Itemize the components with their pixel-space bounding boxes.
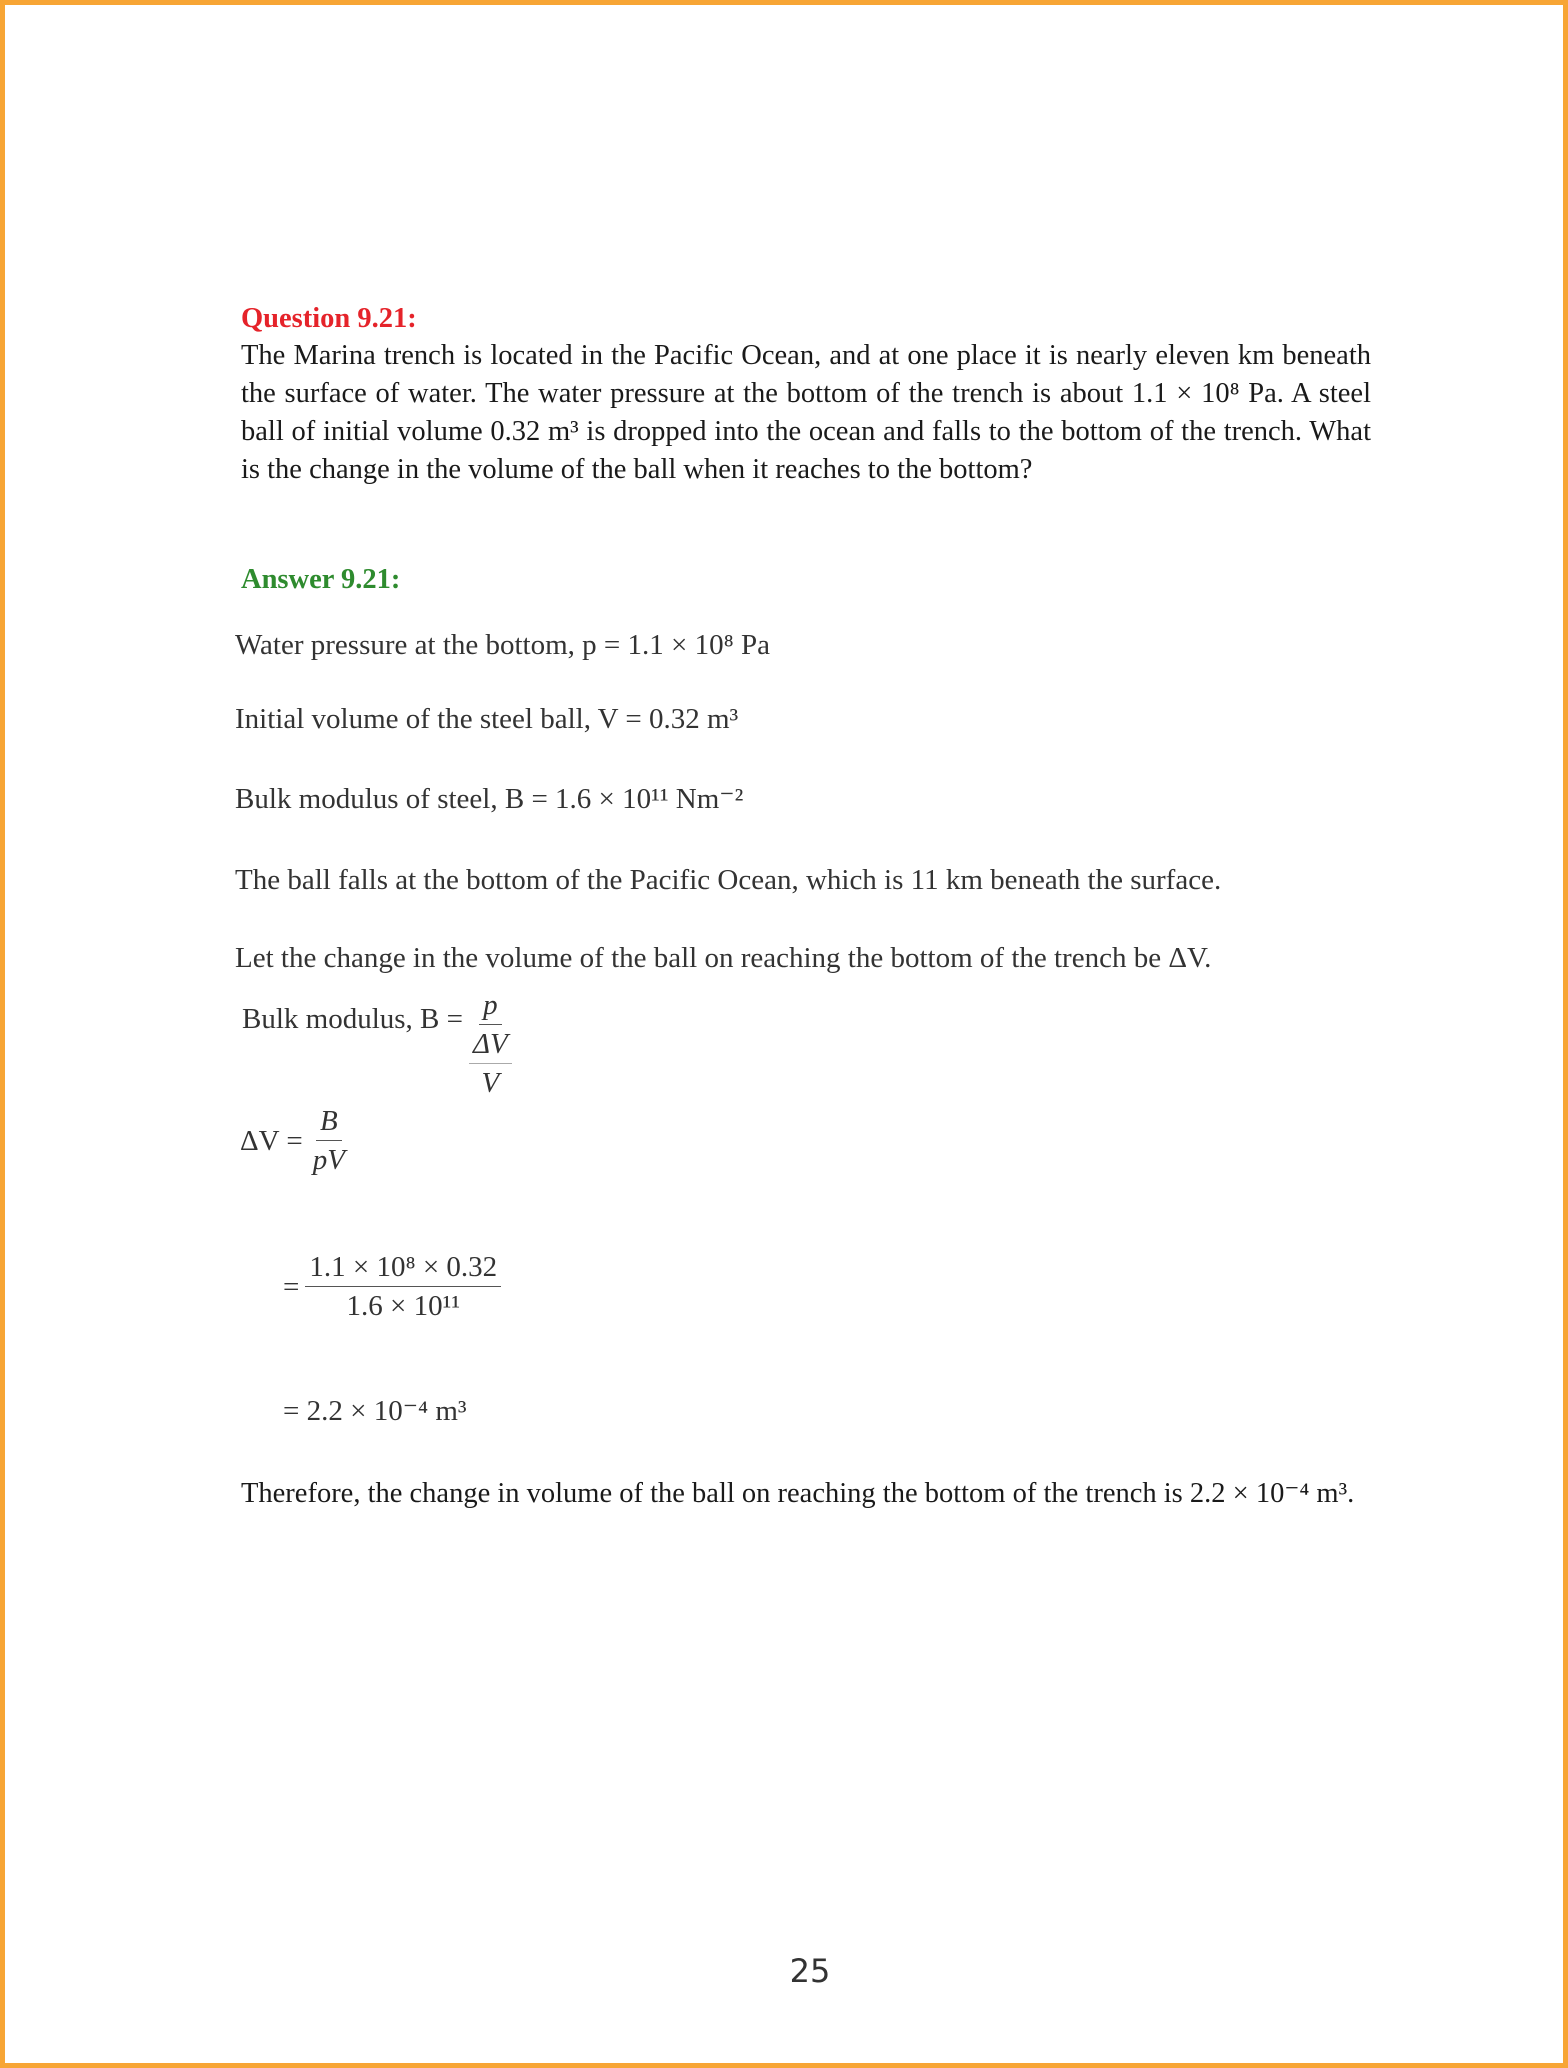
bulk-numerator: p <box>479 986 502 1025</box>
calc-numerator: 1.1 × 10⁸ × 0.32 <box>305 1248 501 1287</box>
bulk-denominator-top: ΔV <box>469 1025 512 1064</box>
conclusion: Therefore, the change in volume of the ball on reaching the bottom of the trench is 2.2 × 10⁻⁴ m³. <box>241 1478 1355 1509</box>
question-heading: Question 9.21: <box>241 303 417 334</box>
calc-denominator: 1.6 × 10¹¹ <box>346 1290 461 1322</box>
calc-fraction <box>305 1248 501 1325</box>
answer-line-bulk-modulus: Bulk modulus of steel, B = 1.6 × 10¹¹ Nm⁻² <box>235 783 744 815</box>
answer-line-change: Let the change in the volume of the ball on reaching the bottom of the trench be ΔV. <box>235 942 1212 974</box>
delta-v-fraction <box>309 1102 349 1179</box>
answer-line-volume: Initial volume of the steel ball, V = 0.32 m³ <box>235 703 739 735</box>
delta-v-formula <box>240 1102 349 1179</box>
answer-line-depth: The ball falls at the bottom of the Pacific Ocean, which is 11 km beneath the surface. <box>235 864 1222 896</box>
result: = 2.2 × 10⁻⁴ m³ <box>283 1395 467 1427</box>
answer-line-pressure: Water pressure at the bottom, p = 1.1 × 10⁸ Pa <box>235 629 770 661</box>
delta-v-label: ΔV = <box>240 1124 303 1157</box>
bulk-fraction <box>469 986 512 1102</box>
question-text: The Marina trench is located in the Pacific Ocean, and at one place it is nearly eleven km beneath the surface of water. The water pressure at the bottom of the trench is about 1.1 × 10⁸ Pa. A steel ball of initial volume 0.32 m³ is dropped into the ocean and falls to the bottom of the trench. What is the change in the volume of the ball when it reaches to the bottom? <box>241 340 1371 485</box>
delta-v-denominator: pV <box>312 1144 345 1176</box>
calculation: = $\frac{\text{1.1 × 10⁸ × 0.32}}{\text{1.6 × 10¹¹}}$ <box>283 1248 501 1325</box>
bulk-denominator-bottom: V <box>481 1067 500 1099</box>
delta-v-numerator: B <box>316 1102 342 1141</box>
answer-heading: Answer 9.21: <box>241 564 401 595</box>
bulk-label: Bulk modulus, B = <box>242 1003 463 1035</box>
bulk-modulus-formula <box>242 986 512 1102</box>
page-number: 25 <box>789 1952 831 1990</box>
